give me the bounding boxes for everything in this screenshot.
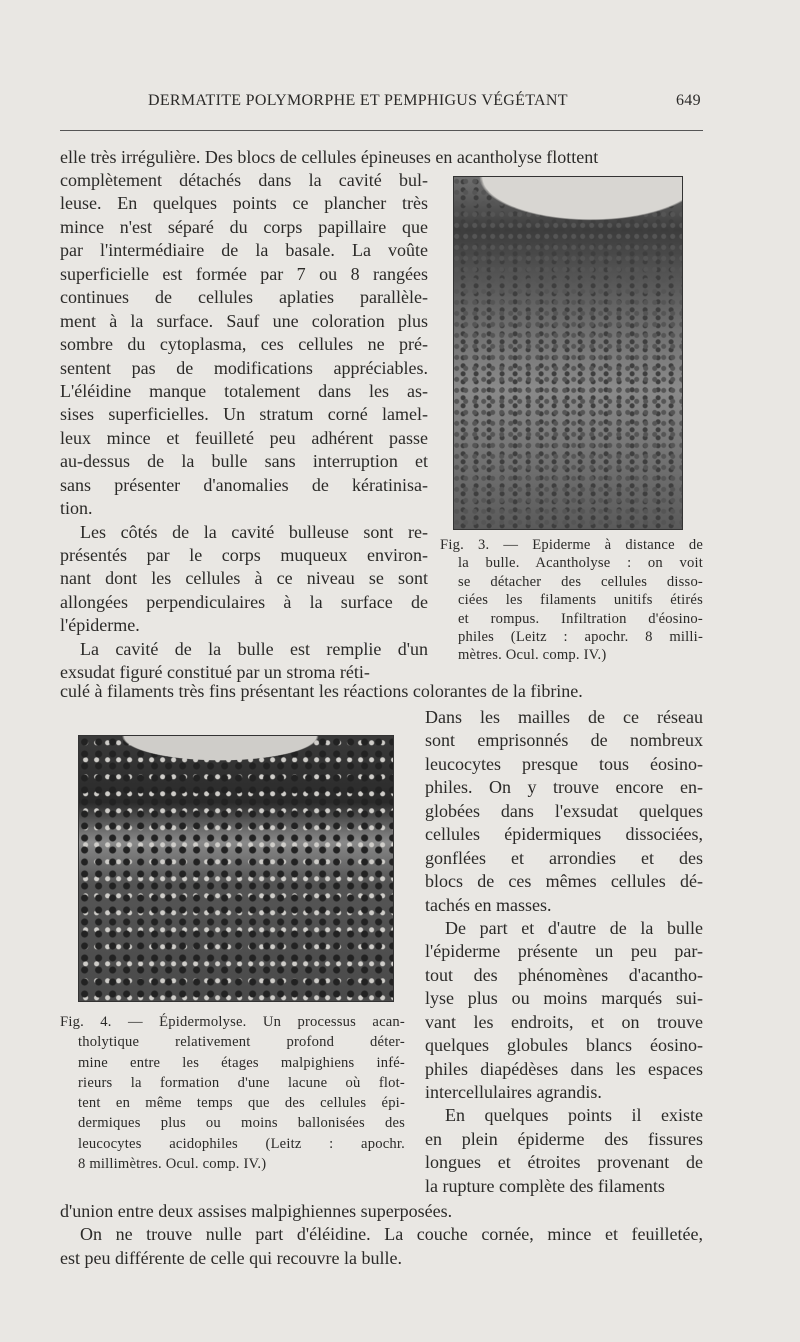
text-line: elle très irrégulière. Des blocs de cellules épineuses en acantholyse flottent <box>60 147 599 167</box>
text-line: exsudat figuré constitué par un stroma réti- <box>60 662 370 683</box>
text-line: allongées perpendiculaires à la surface de <box>60 591 428 612</box>
text-line: au-dessus de la bulle sans interruption et <box>60 451 428 472</box>
caption-line: mètres. Ocul. comp. IV.) <box>458 647 607 664</box>
text-line: leux mince et feuilleté peu adhérent passe <box>60 427 428 448</box>
text-line: philes diapédèses dans les espaces <box>425 1058 703 1079</box>
text-line: blocs de ces mêmes cellules dé- <box>425 871 703 892</box>
text-block-right-column <box>425 706 703 1198</box>
text-line: continues de cellules aplaties parallèle- <box>60 287 428 308</box>
text-line: sombre du cytoplasma, ces cellules ne pré- <box>60 334 428 355</box>
text-line: ment à la surface. Sauf une coloration plus <box>60 310 428 331</box>
text-line: philes. On y trouve encore en- <box>425 777 703 798</box>
text-line: d'union entre deux assises malpighiennes superposées. <box>60 1201 453 1221</box>
text-line: sises superficielles. Un stratum corné lamel- <box>60 404 428 425</box>
caption-line: tent en même temps que des cellules épi- <box>78 1095 405 1112</box>
caption-line: ciées les filaments unitifs étirés <box>458 592 703 609</box>
text-line: quelques globules blancs éosino- <box>425 1035 703 1056</box>
text-line: globées dans l'exsudat quelques <box>425 800 703 821</box>
text-line: sans présenter d'anomalies de kératinisa- <box>60 474 428 495</box>
text-line: Dans les mailles de ce réseau <box>425 707 703 727</box>
text-line: complètement détachés dans la cavité bul- <box>60 170 428 190</box>
text-line: vant les endroits, et on trouve <box>425 1011 703 1032</box>
caption-line: Fig. 4. — Épidermolyse. Un processus acan- <box>60 1014 405 1030</box>
caption-line: philes (Leitz : apochr. 8 milli- <box>458 628 703 645</box>
text-line: nant dont les cellules à ce niveau se sont <box>60 568 428 589</box>
text-block-top <box>60 146 703 169</box>
text-line: longues et étroites provenant de <box>425 1152 703 1173</box>
caption-line: et rompus. Infiltration d'éosino- <box>458 610 703 627</box>
caption-line: leucocytes acidophiles (Leitz : apochr. <box>78 1135 405 1152</box>
caption-line: mine entre les étages malpighiens infé- <box>78 1054 405 1071</box>
text-line: leucocytes presque tous éosino- <box>425 753 703 774</box>
text-line: cellules épidermiques dissociées, <box>425 824 703 845</box>
text-line: est peu différente de celle qui recouvre la bulle. <box>60 1247 403 1268</box>
text-block-bottom <box>60 1200 703 1270</box>
text-line: leuse. En quelques points ce plancher très <box>60 193 428 214</box>
text-line: en plein épiderme des fissures <box>425 1128 703 1149</box>
text-line: par l'intermédiaire de la basale. La voûte <box>60 240 428 261</box>
text-line: tout des phénomènes d'acantho- <box>425 964 703 985</box>
figure-4-micrograph <box>78 735 394 1002</box>
text-line: lyse plus ou moins marqués sui- <box>425 988 703 1009</box>
text-line: tion. <box>60 498 93 519</box>
text-line: L'éléidine manque totalement dans les as- <box>60 380 428 401</box>
caption-line: se détacher des cellules disso- <box>458 573 703 590</box>
text-line: culé à filaments très fins présentant les réactions colorantes de la fibrine. <box>60 681 583 701</box>
text-line: superficielle est formée par 7 ou 8 rangées <box>60 263 428 284</box>
text-line: l'épiderme. <box>60 615 140 636</box>
caption-line: dermiques plus ou moins ballonisées des <box>78 1115 405 1132</box>
text-line: sont emprisonnés de nombreux <box>425 730 703 751</box>
caption-line: tholytique relativement profond déter- <box>78 1034 405 1051</box>
text-line: tachés en masses. <box>425 894 552 915</box>
running-header-title: DERMATITE POLYMORPHE ET PEMPHIGUS VÉGÉTANT <box>148 92 568 109</box>
page-number: 649 <box>676 92 701 109</box>
caption-line: Fig. 3. — Epiderme à distance de <box>440 537 703 553</box>
text-line: On ne trouve nulle part d'éléidine. La couche cornée, mince et feuilletée, <box>80 1224 703 1245</box>
text-line: De part et d'autre de la bulle <box>445 917 703 938</box>
text-line: mince n'est séparé du corps papillaire que <box>60 216 428 237</box>
figure-4-caption <box>60 1012 405 1174</box>
text-line: la rupture complète des filaments <box>425 1175 665 1196</box>
figure-3-micrograph <box>453 176 683 530</box>
text-line: intercellulaires agrandis. <box>425 1082 602 1102</box>
text-line: Les côtés de la cavité bulleuse sont re- <box>80 521 428 542</box>
text-line: présentés par le corps muqueux environ- <box>60 545 428 565</box>
text-line: sentent pas de modifications appréciables. <box>60 357 428 378</box>
caption-line: 8 millimètres. Ocul. comp. IV.) <box>78 1156 267 1173</box>
text-line: En quelques points il existe <box>445 1105 703 1126</box>
text-line: gonflées et arrondies et des <box>425 847 703 868</box>
text-line: La cavité de la bulle est remplie d'un <box>80 638 428 659</box>
text-block-left-column <box>60 169 428 685</box>
text-line: l'épiderme présente un peu par- <box>425 941 703 962</box>
figure-3-caption <box>440 536 703 665</box>
text-block-middle <box>60 680 703 703</box>
header-rule <box>60 130 703 131</box>
caption-line: la bulle. Acantholyse : on voit <box>458 555 703 572</box>
caption-line: rieurs la formation d'une lacune où flot- <box>78 1074 405 1091</box>
